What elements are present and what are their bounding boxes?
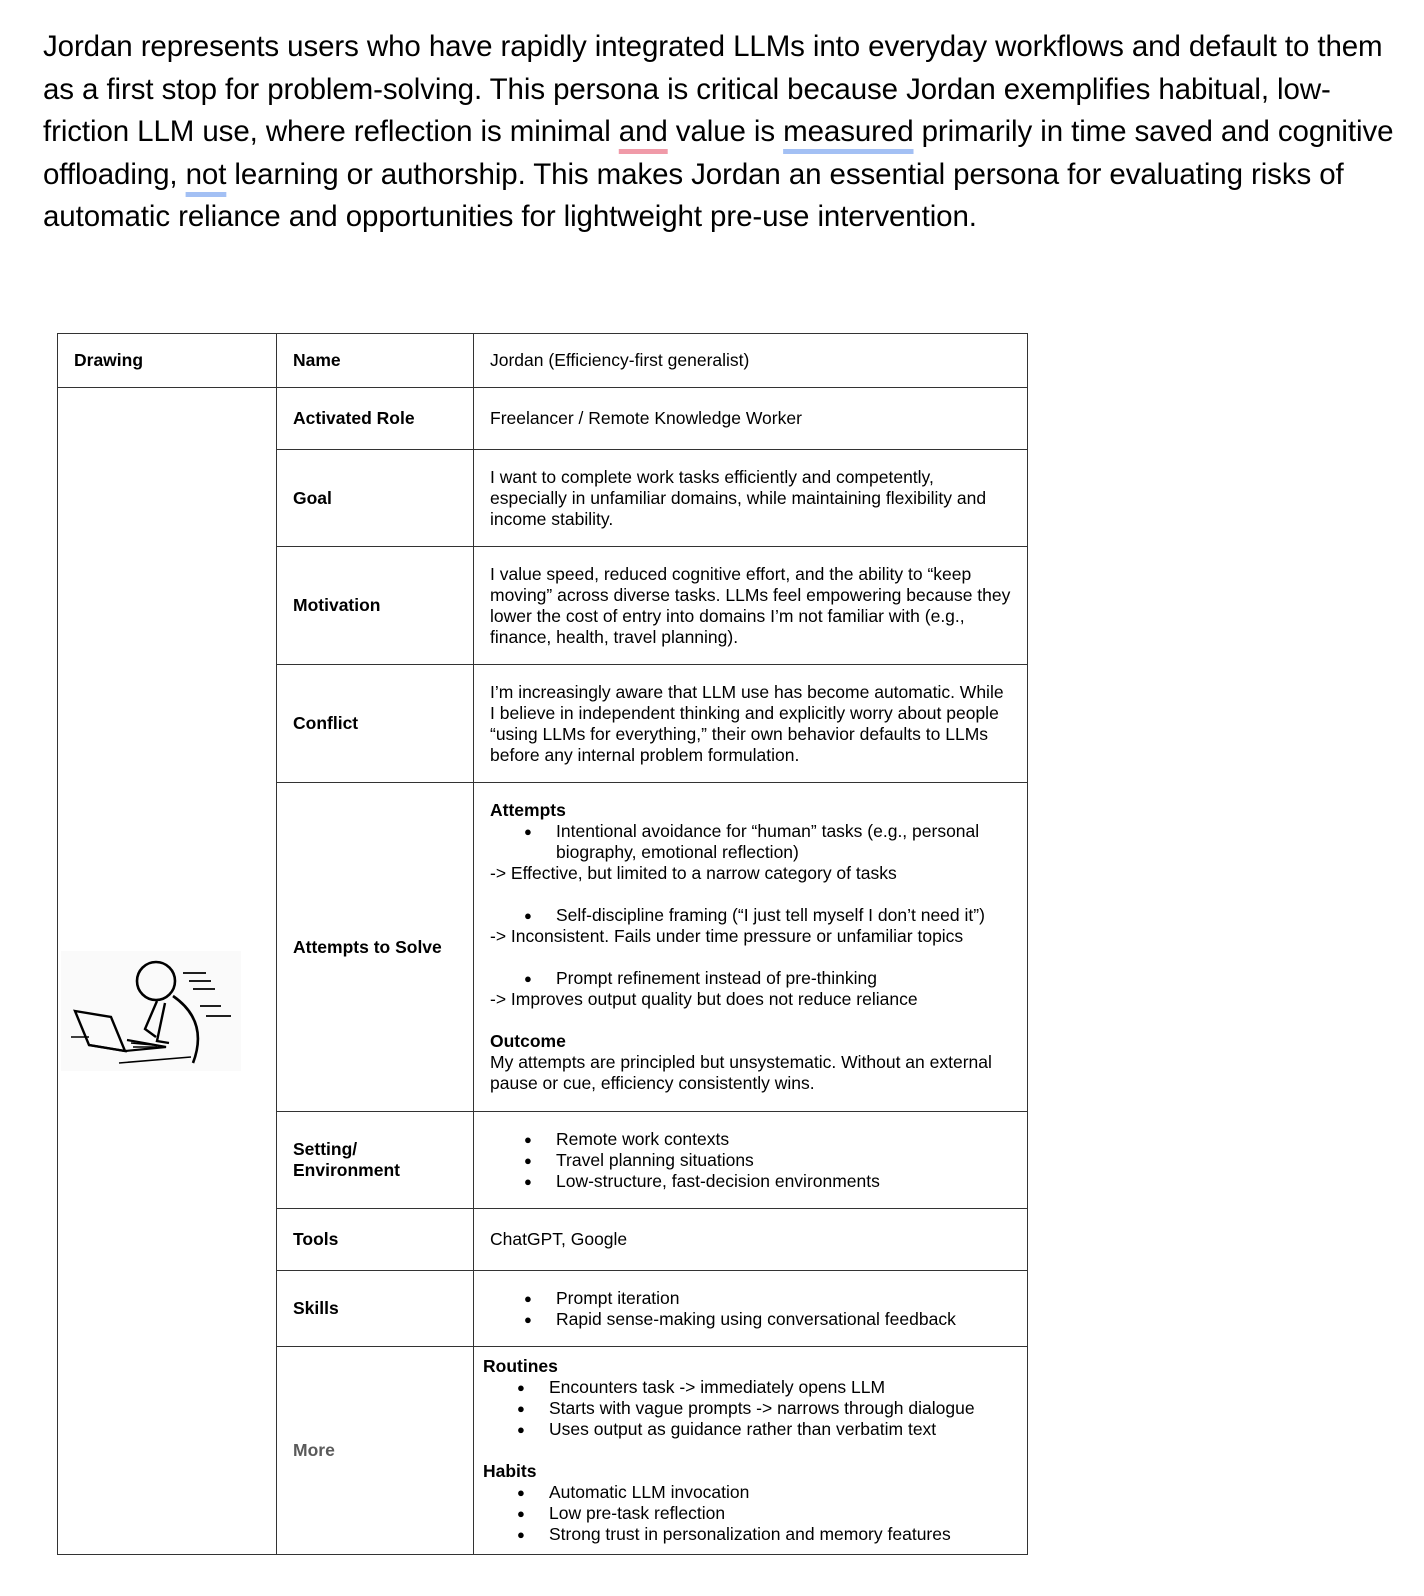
skills-value (474, 1271, 1028, 1347)
suggestion-not[interactable]: not (185, 157, 227, 191)
attempts-title: Attempts (490, 800, 566, 820)
name-value: Jordan (Efficiency-first generalist) (474, 334, 1028, 388)
persona-table (57, 333, 1028, 1555)
habits-list (483, 1482, 1011, 1545)
setting-item: ● Remote work contexts (490, 1129, 1011, 1150)
name-label: Name (277, 334, 474, 388)
attempts-label: Attempts to Solve (277, 783, 474, 1112)
attempt-item: ● Self-discipline framing (“I just tell myself I don’t need it”) (490, 905, 1011, 926)
setting-item: ● Travel planning situations (490, 1150, 1011, 1171)
person-typing-on-laptop-illustration (58, 951, 244, 1071)
table-row-activated-role (58, 388, 1028, 450)
attempt-list-2 (490, 905, 1011, 926)
suggestion-measured[interactable]: measured (783, 115, 914, 148)
setting-label-line2: Environment (293, 1160, 400, 1180)
outcome-title: Outcome (490, 1031, 566, 1051)
intro-paragraph (43, 26, 1413, 239)
more-value (474, 1347, 1028, 1555)
intro-text: value is (667, 115, 784, 148)
person-typing-icon (61, 951, 241, 1071)
activated-role-value: Freelancer / Remote Knowledge Worker (474, 388, 1028, 450)
routine-item: ● Encounters task -> immediately opens LLM (483, 1377, 1011, 1398)
setting-item: ● Low-structure, fast-decision environments (490, 1171, 1011, 1192)
drawing-cell (58, 388, 277, 1555)
drawing-header: Drawing (58, 334, 277, 388)
setting-list (490, 1129, 1011, 1192)
routines-title: Routines (483, 1356, 558, 1376)
routine-item: ● Starts with vague prompts -> narrows through dialogue (483, 1398, 1011, 1419)
attempt-result: -> Inconsistent. Fails under time pressure or unfamiliar topics (490, 926, 964, 946)
setting-label-line1: Setting/ (293, 1139, 358, 1159)
goal-label: Goal (277, 450, 474, 547)
skills-label: Skills (277, 1271, 474, 1347)
habits-title: Habits (483, 1461, 537, 1481)
intro-text: learning or authorship. This makes Jordan an essential persona for evaluating risks of automatic reliance and opportunities for lightweight pre-use intervention. (43, 157, 1344, 233)
skill-item: ● Prompt iteration (490, 1288, 1011, 1309)
intro-text: primarily in time saved and cognitive offloading, (43, 115, 1394, 191)
setting-value (474, 1112, 1028, 1209)
attempt-result: -> Improves output quality but does not reduce reliance (490, 989, 918, 1009)
motivation-value: I value speed, reduced cognitive effort, and the ability to “keep moving” across diverse tasks. LLMs feel empowering because they lower the cost of entry into domains I’m not familiar with (e.g., finance, health, travel planning). (474, 547, 1028, 665)
goal-value: I want to complete work tasks efficiently and competently, especially in unfamiliar domains, while maintaining flexibility and income stability. (474, 450, 1028, 547)
conflict-value: I’m increasingly aware that LLM use has become automatic. While I believe in independent thinking and explicitly worry about people “using LLMs for everything,” their own behavior defaults to LLMs before any internal problem formulation. (474, 665, 1028, 783)
intro-text: Jordan represents users who have rapidly integrated LLMs into everyday workflows and default to them as a first stop for problem-solving. This persona is critical because Jordan exemplifies habitual, low-friction LLM use, where reflection is minimal (43, 30, 1383, 148)
conflict-label: Conflict (277, 665, 474, 783)
habit-item: ● Low pre-task reflection (483, 1503, 1011, 1524)
activated-role-label: Activated Role (277, 388, 474, 450)
table-header-row (58, 334, 1028, 388)
tools-label: Tools (277, 1209, 474, 1271)
attempt-list-1 (490, 821, 1011, 863)
skill-item: ● Rapid sense-making using conversational feedback (490, 1309, 1011, 1330)
attempt-item: ● Prompt refinement instead of pre-thinking (490, 968, 1011, 989)
habit-item: ● Automatic LLM invocation (483, 1482, 1011, 1503)
motivation-label: Motivation (277, 547, 474, 665)
skills-list (490, 1288, 1011, 1330)
attempts-value (474, 783, 1028, 1112)
tools-value: ChatGPT, Google (474, 1209, 1028, 1271)
outcome-text: My attempts are principled but unsystematic. Without an external pause or cue, efficiency consistently wins. (490, 1052, 992, 1093)
attempt-item: ● Intentional avoidance for “human” tasks (e.g., personal biography, emotional reflection) (490, 821, 1011, 863)
attempt-result: -> Effective, but limited to a narrow category of tasks (490, 863, 897, 883)
grammar-suggestion-and[interactable]: and (618, 115, 668, 148)
more-label: More (277, 1347, 474, 1555)
habit-item: ● Strong trust in personalization and memory features (483, 1524, 1011, 1545)
attempt-list-3 (490, 968, 1011, 989)
routines-list (483, 1377, 1011, 1440)
setting-label (277, 1112, 474, 1209)
routine-item: ● Uses output as guidance rather than verbatim text (483, 1419, 1011, 1440)
